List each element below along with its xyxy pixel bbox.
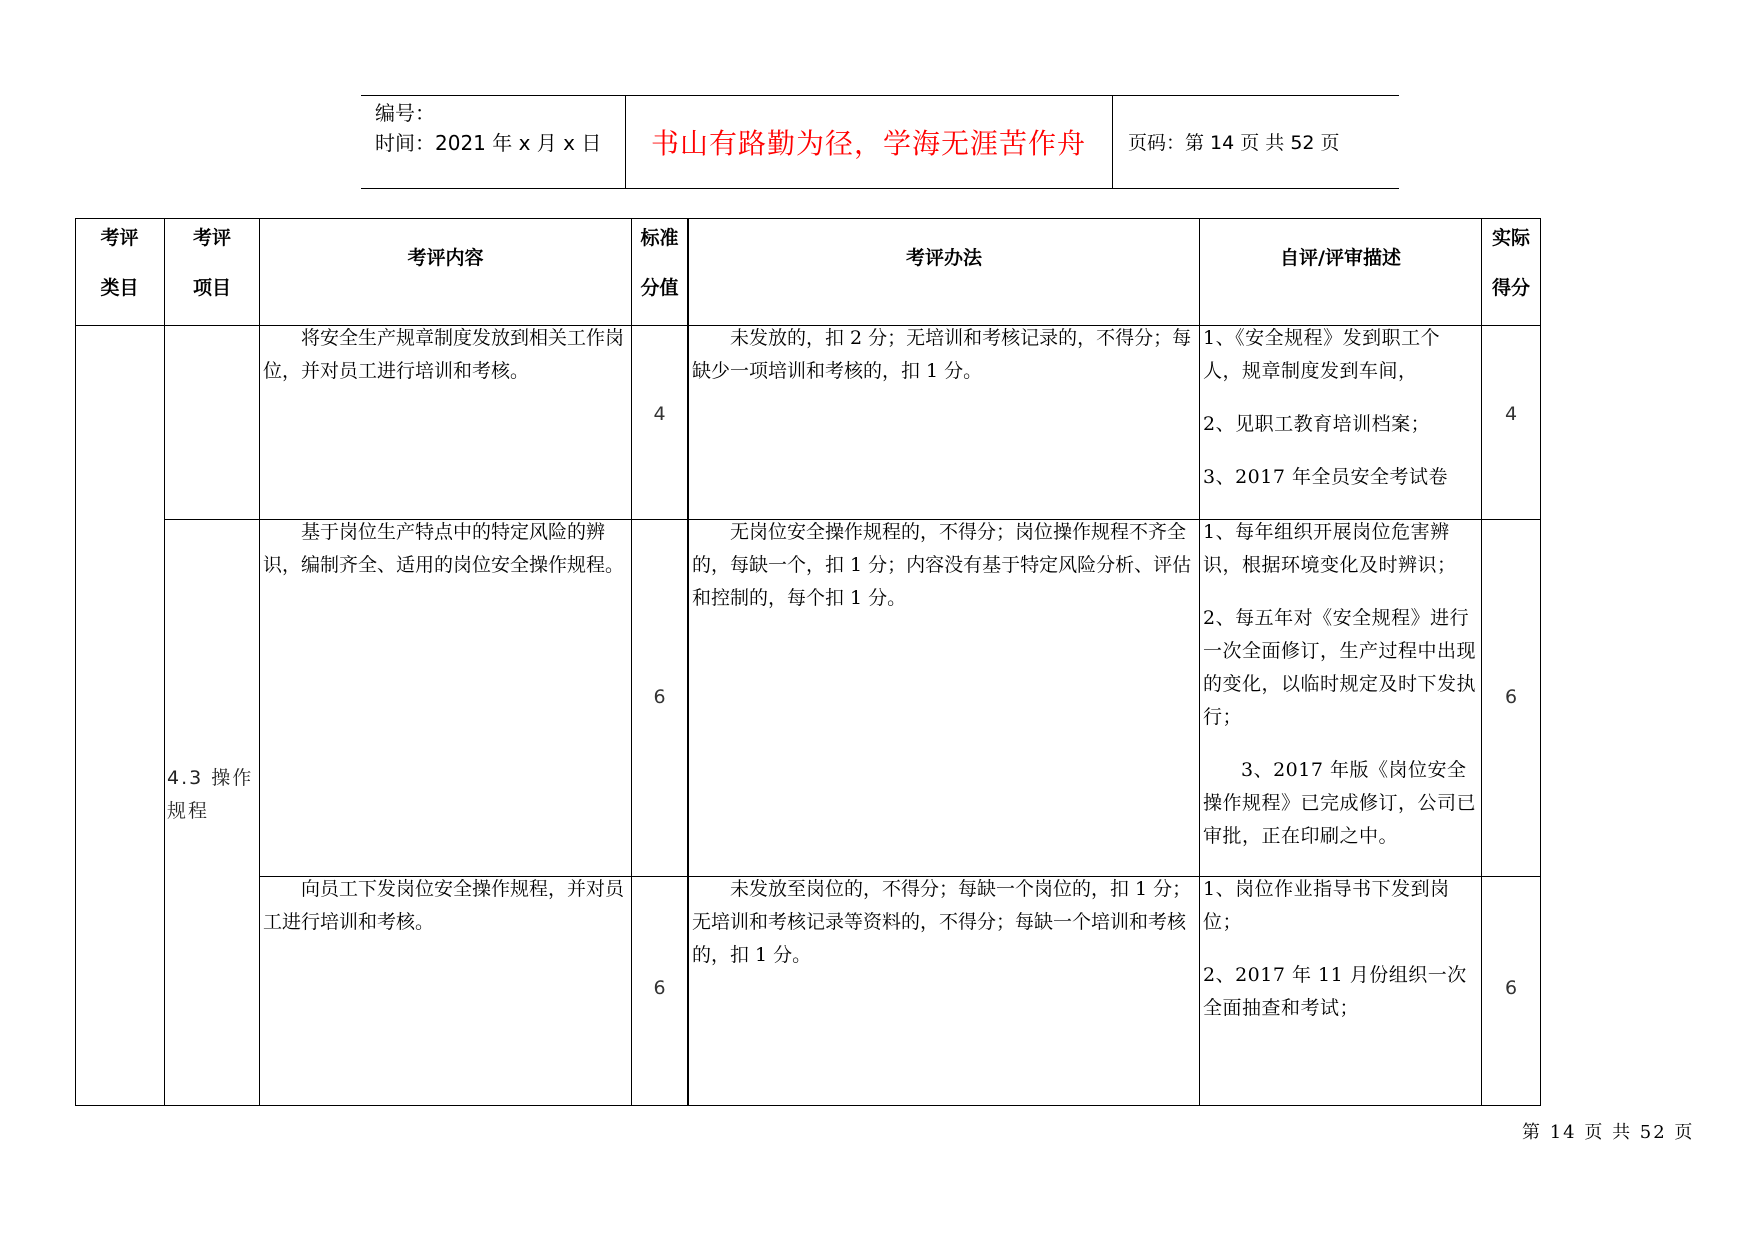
review-item: 1、《安全规程》发到职工个人，规章制度发到车间，: [1203, 327, 1441, 382]
header-item-line2: 项目: [192, 277, 231, 299]
row-content: 向员工下发岗位安全操作规程，并对员工进行培训和考核。: [263, 878, 625, 933]
row-standard-score: 6: [653, 977, 666, 999]
header-score-line2: 分值: [640, 277, 679, 299]
header-item: [165, 218, 259, 325]
row-review: [1200, 516, 1481, 873]
header-top-rule: [361, 95, 1399, 96]
header-actual: [1482, 218, 1540, 325]
row-method: 无岗位安全操作规程的，不得分；岗位操作规程不齐全的，每缺一个，扣 1 分；内容没有基于特定风险分析、评估和控制的，每个扣 1 分。: [692, 521, 1192, 609]
review-item: 2、见职工教育培训档案；: [1203, 413, 1431, 435]
header-meta: [375, 98, 601, 158]
header-category-line2: 类目: [100, 277, 139, 299]
header-score: [632, 218, 687, 325]
header-actual-line1: 实际: [1491, 227, 1530, 249]
review-item: 1、岗位作业指导书下发到岗位；: [1203, 878, 1450, 933]
row-standard-score: 4: [653, 403, 666, 425]
row-review: [1200, 322, 1481, 514]
review-item: 3、2017 年全员安全考试卷: [1203, 466, 1448, 488]
table-border-right: [1540, 218, 1541, 1106]
evaluation-table: [75, 218, 1541, 1106]
column-divider: [164, 218, 165, 1106]
header-motto: 书山有路勤为径，学海无涯苦作舟: [650, 127, 1086, 160]
row-method: 未发放的，扣 2 分；无培训和考核记录的，不得分；每缺少一项培训和考核的，扣 1 分。: [692, 327, 1192, 382]
header-category-line1: 考评: [100, 227, 139, 249]
header-method: 考评办法: [905, 247, 982, 269]
table-border-left: [75, 218, 76, 1106]
row-review: [1200, 873, 1481, 1045]
header-item-line1: 考评: [192, 227, 231, 249]
header-divider: [1112, 95, 1113, 188]
document-number-label: 编号：: [375, 101, 435, 125]
item-operating-procedures: 4.3 操作规程: [167, 767, 254, 822]
header-page-number: 页码：第 14 页 共 52 页: [1128, 132, 1340, 154]
footer-page-number: 第 14 页 共 52 页: [1522, 1122, 1695, 1143]
row-actual-score: 6: [1504, 977, 1518, 999]
review-item: 3、2017 年版《岗位安全操作规程》已完成修订，公司已审批，正在印刷之中。: [1203, 759, 1477, 847]
header-score-line1: 标准: [640, 227, 679, 249]
row-content: 基于岗位生产特点中的特定风险的辨识，编制齐全、适用的岗位安全操作规程。: [263, 521, 625, 576]
header-review: 自评/评审描述: [1280, 247, 1401, 269]
header-content: 考评内容: [407, 247, 484, 269]
row-standard-score: 6: [653, 686, 666, 708]
table-border-bottom: [75, 1105, 1541, 1106]
row-actual-score: 4: [1504, 403, 1518, 425]
table-border-top: [75, 218, 1541, 219]
header-category: [75, 218, 164, 325]
document-time-label: 时间：2021 年 x 月 x 日: [375, 131, 602, 155]
row-content: 将安全生产规章制度发放到相关工作岗位，并对员工进行培训和考核。: [263, 327, 625, 382]
row-actual-score: 6: [1504, 686, 1518, 708]
row-method: 未发放至岗位的，不得分；每缺一个岗位的，扣 1 分；无培训和考核记录等资料的，不得分；每缺一个培训和考核的，扣 1 分。: [692, 878, 1192, 966]
header-bottom-rule: [361, 188, 1399, 189]
review-item: 2、2017 年 11 月份组织一次全面抽查和考试；: [1203, 964, 1467, 1019]
header-actual-line2: 得分: [1491, 277, 1530, 299]
review-item: 2、每五年对《安全规程》进行一次全面修订，生产过程中出现的变化，以临时规定及时下发执行；: [1203, 607, 1477, 728]
review-item: 1、每年组织开展岗位危害辨识，根据环境变化及时辨识；: [1203, 521, 1457, 576]
